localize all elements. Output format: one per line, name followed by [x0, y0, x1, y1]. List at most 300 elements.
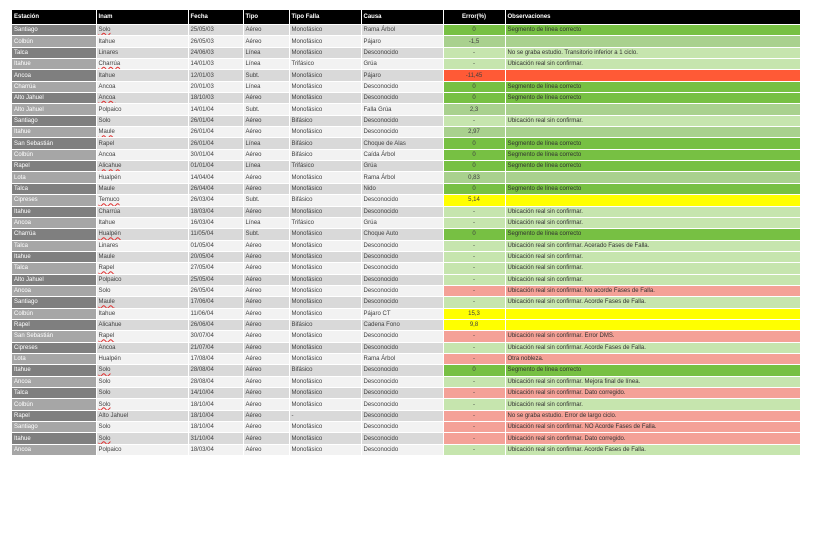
- cell-tipo[interactable]: Subt.: [243, 195, 289, 206]
- cell-inam[interactable]: Ancoa: [96, 342, 188, 353]
- cell-causa[interactable]: Grúa: [361, 217, 443, 228]
- cell-tipo-falla[interactable]: Trifásico: [289, 217, 361, 228]
- cell-observaciones[interactable]: Ubicación real sin confirmar. Acorde Fases de Falla.: [505, 342, 800, 353]
- cell-causa[interactable]: Desconocido: [361, 297, 443, 308]
- cell-observaciones[interactable]: Segmento de línea correcto: [505, 229, 800, 240]
- cell-tipo-falla[interactable]: Monofásico: [289, 285, 361, 296]
- cell-tipo[interactable]: Aéreo: [243, 410, 289, 421]
- cell-tipo[interactable]: Aéreo: [243, 342, 289, 353]
- cell-tipo-falla[interactable]: Monofásico: [289, 251, 361, 262]
- cell-error[interactable]: -: [443, 376, 505, 387]
- cell-estacion[interactable]: Ancoa: [12, 70, 96, 81]
- cell-estacion[interactable]: Colbún: [12, 308, 96, 319]
- cell-tipo[interactable]: Aéreo: [243, 127, 289, 138]
- cell-inam[interactable]: Itahue: [96, 36, 188, 47]
- cell-estacion[interactable]: Santiago: [12, 25, 96, 36]
- col-header-estacion[interactable]: Estación: [12, 10, 96, 25]
- cell-fecha[interactable]: 11/05/04: [188, 229, 243, 240]
- cell-fecha[interactable]: 26/04/04: [188, 183, 243, 194]
- cell-fecha[interactable]: 21/07/04: [188, 342, 243, 353]
- cell-inam[interactable]: Ancoa: [96, 93, 188, 104]
- cell-fecha[interactable]: 01/05/04: [188, 240, 243, 251]
- cell-fecha[interactable]: 17/06/04: [188, 297, 243, 308]
- cell-causa[interactable]: Nido: [361, 183, 443, 194]
- cell-tipo[interactable]: Aéreo: [243, 93, 289, 104]
- cell-error[interactable]: -: [443, 251, 505, 262]
- cell-inam[interactable]: Solo: [96, 399, 188, 410]
- cell-causa[interactable]: Pájaro: [361, 36, 443, 47]
- cell-causa[interactable]: Desconocido: [361, 342, 443, 353]
- cell-causa[interactable]: Choque Auto: [361, 229, 443, 240]
- cell-fecha[interactable]: 26/03/04: [188, 195, 243, 206]
- cell-causa[interactable]: Desconocido: [361, 422, 443, 433]
- cell-estacion[interactable]: Talca: [12, 240, 96, 251]
- cell-tipo-falla[interactable]: Monofásico: [289, 376, 361, 387]
- cell-tipo-falla[interactable]: -: [289, 410, 361, 421]
- cell-inam[interactable]: Solo: [96, 285, 188, 296]
- cell-estacion[interactable]: Santiago: [12, 115, 96, 126]
- cell-fecha[interactable]: 18/10/04: [188, 399, 243, 410]
- cell-tipo[interactable]: Aéreo: [243, 297, 289, 308]
- cell-causa[interactable]: Desconocido: [361, 433, 443, 444]
- cell-tipo-falla[interactable]: Monofásico: [289, 422, 361, 433]
- cell-tipo[interactable]: Aéreo: [243, 353, 289, 364]
- cell-observaciones[interactable]: Segmento de línea correcto: [505, 81, 800, 92]
- cell-inam[interactable]: Polpaico: [96, 444, 188, 455]
- cell-tipo[interactable]: Aéreo: [243, 376, 289, 387]
- cell-estacion[interactable]: Colbún: [12, 36, 96, 47]
- cell-error[interactable]: 0: [443, 93, 505, 104]
- cell-tipo-falla[interactable]: Monofásico: [289, 81, 361, 92]
- cell-estacion[interactable]: Charrúa: [12, 81, 96, 92]
- cell-error[interactable]: -: [443, 47, 505, 58]
- cell-observaciones[interactable]: Ubicación real sin confirmar. Dato corregido.: [505, 388, 800, 399]
- cell-error[interactable]: -: [443, 433, 505, 444]
- cell-tipo-falla[interactable]: Monofásico: [289, 444, 361, 455]
- cell-fecha[interactable]: 20/01/03: [188, 81, 243, 92]
- cell-fecha[interactable]: 14/04/04: [188, 172, 243, 183]
- cell-tipo[interactable]: Aéreo: [243, 399, 289, 410]
- cell-tipo[interactable]: Aéreo: [243, 36, 289, 47]
- cell-causa[interactable]: Falla Grúa: [361, 104, 443, 115]
- cell-fecha[interactable]: 14/10/04: [188, 388, 243, 399]
- cell-observaciones[interactable]: Ubicación real sin confirmar.: [505, 206, 800, 217]
- cell-estacion[interactable]: Lota: [12, 172, 96, 183]
- cell-fecha[interactable]: 17/08/04: [188, 353, 243, 364]
- cell-observaciones[interactable]: Segmento de línea correcto: [505, 138, 800, 149]
- cell-tipo-falla[interactable]: Trifásico: [289, 59, 361, 70]
- cell-error[interactable]: 15,3: [443, 308, 505, 319]
- cell-tipo[interactable]: Aéreo: [243, 285, 289, 296]
- cell-tipo-falla[interactable]: Bifásico: [289, 149, 361, 160]
- cell-causa[interactable]: Desconocido: [361, 251, 443, 262]
- cell-fecha[interactable]: 26/05/03: [188, 36, 243, 47]
- cell-observaciones[interactable]: Segmento de línea correcto: [505, 25, 800, 36]
- cell-estacion[interactable]: Cipreses: [12, 195, 96, 206]
- cell-observaciones[interactable]: Segmento de línea correcto: [505, 365, 800, 376]
- cell-error[interactable]: -: [443, 399, 505, 410]
- cell-observaciones[interactable]: [505, 70, 800, 81]
- cell-causa[interactable]: Desconocido: [361, 195, 443, 206]
- cell-observaciones[interactable]: Ubicación real sin confirmar.: [505, 399, 800, 410]
- cell-tipo[interactable]: Aéreo: [243, 388, 289, 399]
- cell-observaciones[interactable]: [505, 36, 800, 47]
- cell-tipo-falla[interactable]: Bifásico: [289, 138, 361, 149]
- cell-tipo[interactable]: Subt.: [243, 70, 289, 81]
- cell-fecha[interactable]: 14/01/04: [188, 104, 243, 115]
- cell-tipo[interactable]: Aéreo: [243, 422, 289, 433]
- cell-observaciones[interactable]: No se graba estudio. Transitorio inferior a 1 ciclo.: [505, 47, 800, 58]
- cell-estacion[interactable]: Colbún: [12, 149, 96, 160]
- cell-error[interactable]: -: [443, 388, 505, 399]
- cell-causa[interactable]: Desconocido: [361, 93, 443, 104]
- cell-observaciones[interactable]: Ubicación real sin confirmar. Acerado Fases de Falla.: [505, 240, 800, 251]
- cell-causa[interactable]: Grúa: [361, 59, 443, 70]
- cell-tipo-falla[interactable]: Monofásico: [289, 240, 361, 251]
- cell-tipo[interactable]: Línea: [243, 81, 289, 92]
- cell-estacion[interactable]: Ancoa: [12, 444, 96, 455]
- cell-fecha[interactable]: 20/05/04: [188, 251, 243, 262]
- cell-tipo-falla[interactable]: Bifásico: [289, 319, 361, 330]
- cell-tipo-falla[interactable]: Monofásico: [289, 274, 361, 285]
- cell-tipo[interactable]: Aéreo: [243, 25, 289, 36]
- cell-causa[interactable]: Desconocido: [361, 115, 443, 126]
- cell-estacion[interactable]: Alto Jahuel: [12, 274, 96, 285]
- cell-estacion[interactable]: Itahue: [12, 365, 96, 376]
- cell-tipo[interactable]: Aéreo: [243, 206, 289, 217]
- cell-error[interactable]: -: [443, 59, 505, 70]
- cell-error[interactable]: 0: [443, 365, 505, 376]
- cell-estacion[interactable]: Alto Jahuel: [12, 104, 96, 115]
- cell-fecha[interactable]: 18/03/04: [188, 444, 243, 455]
- cell-error[interactable]: -11,45: [443, 70, 505, 81]
- cell-observaciones[interactable]: Ubicación real sin confirmar. Error DMS.: [505, 331, 800, 342]
- cell-fecha[interactable]: 11/06/04: [188, 308, 243, 319]
- cell-causa[interactable]: Desconocido: [361, 285, 443, 296]
- cell-tipo-falla[interactable]: Monofásico: [289, 353, 361, 364]
- cell-causa[interactable]: Desconocido: [361, 127, 443, 138]
- col-header-inam[interactable]: Inam: [96, 10, 188, 25]
- col-header-error[interactable]: Error(%): [443, 10, 505, 25]
- cell-estacion[interactable]: Talca: [12, 47, 96, 58]
- cell-tipo-falla[interactable]: Monofásico: [289, 229, 361, 240]
- cell-tipo[interactable]: Aéreo: [243, 183, 289, 194]
- cell-error[interactable]: -: [443, 422, 505, 433]
- cell-observaciones[interactable]: Ubicación real sin confirmar.: [505, 274, 800, 285]
- cell-estacion[interactable]: Colbún: [12, 399, 96, 410]
- cell-observaciones[interactable]: [505, 104, 800, 115]
- cell-estacion[interactable]: Rapel: [12, 410, 96, 421]
- cell-inam[interactable]: Linares: [96, 47, 188, 58]
- cell-causa[interactable]: Desconocido: [361, 81, 443, 92]
- cell-observaciones[interactable]: Otra nobleza.: [505, 353, 800, 364]
- cell-tipo-falla[interactable]: Monofásico: [289, 297, 361, 308]
- cell-error[interactable]: 0: [443, 161, 505, 172]
- cell-tipo[interactable]: Aéreo: [243, 319, 289, 330]
- cell-causa[interactable]: Desconocido: [361, 263, 443, 274]
- cell-causa[interactable]: Desconocido: [361, 274, 443, 285]
- cell-inam[interactable]: Solo: [96, 365, 188, 376]
- cell-tipo-falla[interactable]: Monofásico: [289, 47, 361, 58]
- cell-causa[interactable]: Desconocido: [361, 331, 443, 342]
- cell-observaciones[interactable]: [505, 195, 800, 206]
- cell-causa[interactable]: Rama Árbol: [361, 25, 443, 36]
- cell-inam[interactable]: Maule: [96, 183, 188, 194]
- cell-observaciones[interactable]: Ubicación real sin confirmar. NO Acorde Fases de Falla.: [505, 422, 800, 433]
- cell-inam[interactable]: Rapel: [96, 138, 188, 149]
- cell-tipo[interactable]: Aéreo: [243, 263, 289, 274]
- cell-fecha[interactable]: 26/05/04: [188, 285, 243, 296]
- cell-causa[interactable]: Rama Árbol: [361, 172, 443, 183]
- cell-fecha[interactable]: 18/03/04: [188, 206, 243, 217]
- cell-estacion[interactable]: Itahue: [12, 433, 96, 444]
- cell-tipo[interactable]: Aéreo: [243, 115, 289, 126]
- cell-tipo[interactable]: Aéreo: [243, 444, 289, 455]
- cell-causa[interactable]: Choque de Alas: [361, 138, 443, 149]
- cell-estacion[interactable]: Alto Jahuel: [12, 93, 96, 104]
- cell-fecha[interactable]: 28/08/04: [188, 365, 243, 376]
- cell-tipo[interactable]: Aéreo: [243, 331, 289, 342]
- cell-causa[interactable]: Desconocido: [361, 365, 443, 376]
- cell-observaciones[interactable]: Ubicación real sin confirmar.: [505, 59, 800, 70]
- cell-tipo[interactable]: Línea: [243, 217, 289, 228]
- cell-observaciones[interactable]: Segmento de línea correcto: [505, 149, 800, 160]
- cell-fecha[interactable]: 25/05/04: [188, 274, 243, 285]
- cell-observaciones[interactable]: Ubicación real sin confirmar. Dato corregido.: [505, 433, 800, 444]
- cell-tipo-falla[interactable]: Bifásico: [289, 195, 361, 206]
- cell-estacion[interactable]: Cipreses: [12, 342, 96, 353]
- cell-inam[interactable]: Ancoa: [96, 81, 188, 92]
- cell-fecha[interactable]: 30/07/04: [188, 331, 243, 342]
- cell-inam[interactable]: Polpaico: [96, 274, 188, 285]
- cell-tipo-falla[interactable]: Bifásico: [289, 115, 361, 126]
- cell-observaciones[interactable]: Ubicación real sin confirmar.: [505, 217, 800, 228]
- cell-estacion[interactable]: Ancoa: [12, 285, 96, 296]
- cell-tipo-falla[interactable]: Bifásico: [289, 365, 361, 376]
- cell-causa[interactable]: Cadena Fono: [361, 319, 443, 330]
- cell-error[interactable]: 0: [443, 183, 505, 194]
- cell-error[interactable]: -: [443, 217, 505, 228]
- cell-causa[interactable]: Pájaro CT: [361, 308, 443, 319]
- cell-tipo-falla[interactable]: Monofásico: [289, 127, 361, 138]
- cell-tipo[interactable]: Aéreo: [243, 274, 289, 285]
- cell-tipo-falla[interactable]: Monofásico: [289, 206, 361, 217]
- cell-estacion[interactable]: Itahue: [12, 59, 96, 70]
- cell-fecha[interactable]: 16/03/04: [188, 217, 243, 228]
- cell-tipo-falla[interactable]: Trifásico: [289, 161, 361, 172]
- col-header-tipo[interactable]: Tipo: [243, 10, 289, 25]
- col-header-observaciones[interactable]: Observaciones: [505, 10, 800, 25]
- cell-causa[interactable]: Rama Árbol: [361, 353, 443, 364]
- cell-tipo[interactable]: Aéreo: [243, 433, 289, 444]
- cell-tipo-falla[interactable]: Monofásico: [289, 388, 361, 399]
- cell-tipo-falla[interactable]: Monofásico: [289, 308, 361, 319]
- cell-tipo-falla[interactable]: Monofásico: [289, 183, 361, 194]
- cell-fecha[interactable]: 01/01/04: [188, 161, 243, 172]
- cell-tipo[interactable]: Aéreo: [243, 308, 289, 319]
- cell-tipo-falla[interactable]: Monofásico: [289, 263, 361, 274]
- cell-estacion[interactable]: Charrúa: [12, 229, 96, 240]
- cell-observaciones[interactable]: Segmento de línea correcto: [505, 183, 800, 194]
- cell-inam[interactable]: Maule: [96, 297, 188, 308]
- cell-tipo-falla[interactable]: Monofásico: [289, 331, 361, 342]
- cell-fecha[interactable]: 12/01/03: [188, 70, 243, 81]
- cell-estacion[interactable]: Itahue: [12, 127, 96, 138]
- cell-causa[interactable]: Desconocido: [361, 206, 443, 217]
- cell-estacion[interactable]: Talca: [12, 388, 96, 399]
- cell-inam[interactable]: Solo: [96, 376, 188, 387]
- cell-tipo-falla[interactable]: Monofásico: [289, 25, 361, 36]
- cell-causa[interactable]: Desconocido: [361, 388, 443, 399]
- cell-inam[interactable]: Rapel: [96, 331, 188, 342]
- cell-inam[interactable]: Charrúa: [96, 59, 188, 70]
- cell-error[interactable]: 9,8: [443, 319, 505, 330]
- cell-tipo[interactable]: Subt.: [243, 104, 289, 115]
- cell-fecha[interactable]: 18/10/03: [188, 93, 243, 104]
- cell-fecha[interactable]: 26/01/04: [188, 127, 243, 138]
- cell-estacion[interactable]: Talca: [12, 183, 96, 194]
- cell-tipo-falla[interactable]: Monofásico: [289, 36, 361, 47]
- cell-error[interactable]: 0: [443, 25, 505, 36]
- cell-observaciones[interactable]: Ubicación real sin confirmar. Mejora final de línea.: [505, 376, 800, 387]
- cell-tipo[interactable]: Línea: [243, 138, 289, 149]
- cell-causa[interactable]: Grúa: [361, 161, 443, 172]
- cell-observaciones[interactable]: Ubicación real sin confirmar.: [505, 263, 800, 274]
- cell-causa[interactable]: Desconocido: [361, 444, 443, 455]
- cell-error[interactable]: -: [443, 342, 505, 353]
- cell-observaciones[interactable]: [505, 319, 800, 330]
- cell-tipo-falla[interactable]: Monofásico: [289, 70, 361, 81]
- cell-error[interactable]: -: [443, 206, 505, 217]
- cell-fecha[interactable]: 26/06/04: [188, 319, 243, 330]
- cell-estacion[interactable]: Ancoa: [12, 217, 96, 228]
- cell-tipo[interactable]: Aéreo: [243, 240, 289, 251]
- cell-error[interactable]: 0: [443, 81, 505, 92]
- cell-estacion[interactable]: Santiago: [12, 422, 96, 433]
- cell-estacion[interactable]: Talca: [12, 263, 96, 274]
- cell-causa[interactable]: Desconocido: [361, 399, 443, 410]
- cell-causa[interactable]: Pájaro: [361, 70, 443, 81]
- cell-fecha[interactable]: 26/01/04: [188, 138, 243, 149]
- cell-error[interactable]: 0: [443, 229, 505, 240]
- cell-tipo[interactable]: Aéreo: [243, 149, 289, 160]
- cell-tipo[interactable]: Línea: [243, 161, 289, 172]
- cell-tipo-falla[interactable]: Monofásico: [289, 93, 361, 104]
- cell-observaciones[interactable]: Ubicación real sin confirmar.: [505, 251, 800, 262]
- cell-tipo[interactable]: Subt.: [243, 229, 289, 240]
- cell-observaciones[interactable]: [505, 308, 800, 319]
- cell-inam[interactable]: Alicahue: [96, 319, 188, 330]
- cell-fecha[interactable]: 14/01/03: [188, 59, 243, 70]
- cell-tipo-falla[interactable]: Monofásico: [289, 104, 361, 115]
- cell-causa[interactable]: Desconocido: [361, 376, 443, 387]
- cell-inam[interactable]: Solo: [96, 25, 188, 36]
- cell-tipo-falla[interactable]: Monofásico: [289, 342, 361, 353]
- cell-error[interactable]: 0,83: [443, 172, 505, 183]
- cell-inam[interactable]: Alto Jahuel: [96, 410, 188, 421]
- cell-error[interactable]: -: [443, 115, 505, 126]
- cell-estacion[interactable]: Santiago: [12, 297, 96, 308]
- cell-observaciones[interactable]: No se graba estudio. Error de largo ciclo.: [505, 410, 800, 421]
- cell-observaciones[interactable]: Segmento de línea correcto: [505, 161, 800, 172]
- cell-inam[interactable]: Solo: [96, 115, 188, 126]
- cell-inam[interactable]: Solo: [96, 388, 188, 399]
- cell-error[interactable]: -: [443, 353, 505, 364]
- cell-causa[interactable]: Caída Árbol: [361, 149, 443, 160]
- cell-inam[interactable]: Itahue: [96, 308, 188, 319]
- cell-observaciones[interactable]: Ubicación real sin confirmar. Acorde Fases de Falla.: [505, 444, 800, 455]
- cell-estacion[interactable]: San Sebastián: [12, 331, 96, 342]
- cell-observaciones[interactable]: Segmento de línea correcto: [505, 93, 800, 104]
- cell-error[interactable]: -: [443, 297, 505, 308]
- cell-error[interactable]: 0: [443, 138, 505, 149]
- cell-inam[interactable]: Solo: [96, 433, 188, 444]
- cell-error[interactable]: -: [443, 240, 505, 251]
- cell-observaciones[interactable]: [505, 172, 800, 183]
- cell-error[interactable]: -: [443, 274, 505, 285]
- cell-causa[interactable]: Desconocido: [361, 240, 443, 251]
- cell-observaciones[interactable]: Ubicación real sin confirmar. No acorde Fases de Falla.: [505, 285, 800, 296]
- cell-fecha[interactable]: 18/10/04: [188, 410, 243, 421]
- col-header-tipo-falla[interactable]: Tipo Falla: [289, 10, 361, 25]
- cell-inam[interactable]: Alicahue: [96, 161, 188, 172]
- cell-fecha[interactable]: 18/10/04: [188, 422, 243, 433]
- cell-error[interactable]: -: [443, 263, 505, 274]
- cell-inam[interactable]: Charrúa: [96, 206, 188, 217]
- cell-inam[interactable]: Maule: [96, 251, 188, 262]
- cell-tipo[interactable]: Aéreo: [243, 251, 289, 262]
- cell-fecha[interactable]: 27/05/04: [188, 263, 243, 274]
- cell-error[interactable]: 5,14: [443, 195, 505, 206]
- cell-inam[interactable]: Polpaico: [96, 104, 188, 115]
- cell-estacion[interactable]: Lota: [12, 353, 96, 364]
- cell-estacion[interactable]: San Sebastián: [12, 138, 96, 149]
- cell-inam[interactable]: Hualpén: [96, 229, 188, 240]
- cell-inam[interactable]: Ancoa: [96, 149, 188, 160]
- cell-inam[interactable]: Rapel: [96, 263, 188, 274]
- cell-fecha[interactable]: 25/05/03: [188, 25, 243, 36]
- cell-observaciones[interactable]: Ubicación real sin confirmar.: [505, 115, 800, 126]
- cell-estacion[interactable]: Itahue: [12, 206, 96, 217]
- cell-fecha[interactable]: 24/06/03: [188, 47, 243, 58]
- col-header-causa[interactable]: Causa: [361, 10, 443, 25]
- cell-inam[interactable]: Solo: [96, 422, 188, 433]
- cell-fecha[interactable]: 30/01/04: [188, 149, 243, 160]
- cell-tipo-falla[interactable]: Monofásico: [289, 172, 361, 183]
- cell-error[interactable]: 2,3: [443, 104, 505, 115]
- cell-observaciones[interactable]: Ubicación real sin confirmar. Acorde Fases de Falla.: [505, 297, 800, 308]
- cell-inam[interactable]: Itahue: [96, 70, 188, 81]
- cell-fecha[interactable]: 31/10/04: [188, 433, 243, 444]
- cell-inam[interactable]: Hualpén: [96, 353, 188, 364]
- cell-fecha[interactable]: 26/01/04: [188, 115, 243, 126]
- cell-error[interactable]: -: [443, 331, 505, 342]
- col-header-fecha[interactable]: Fecha: [188, 10, 243, 25]
- cell-tipo[interactable]: Línea: [243, 59, 289, 70]
- cell-observaciones[interactable]: [505, 127, 800, 138]
- cell-tipo-falla[interactable]: Monofásico: [289, 399, 361, 410]
- cell-inam[interactable]: Hualpén: [96, 172, 188, 183]
- cell-tipo[interactable]: Aéreo: [243, 365, 289, 376]
- cell-tipo[interactable]: Aéreo: [243, 172, 289, 183]
- cell-inam[interactable]: Linares: [96, 240, 188, 251]
- cell-estacion[interactable]: Rapel: [12, 319, 96, 330]
- cell-tipo[interactable]: Línea: [243, 47, 289, 58]
- cell-error[interactable]: 2,97: [443, 127, 505, 138]
- cell-error[interactable]: -: [443, 410, 505, 421]
- cell-error[interactable]: -: [443, 444, 505, 455]
- cell-inam[interactable]: Maule: [96, 127, 188, 138]
